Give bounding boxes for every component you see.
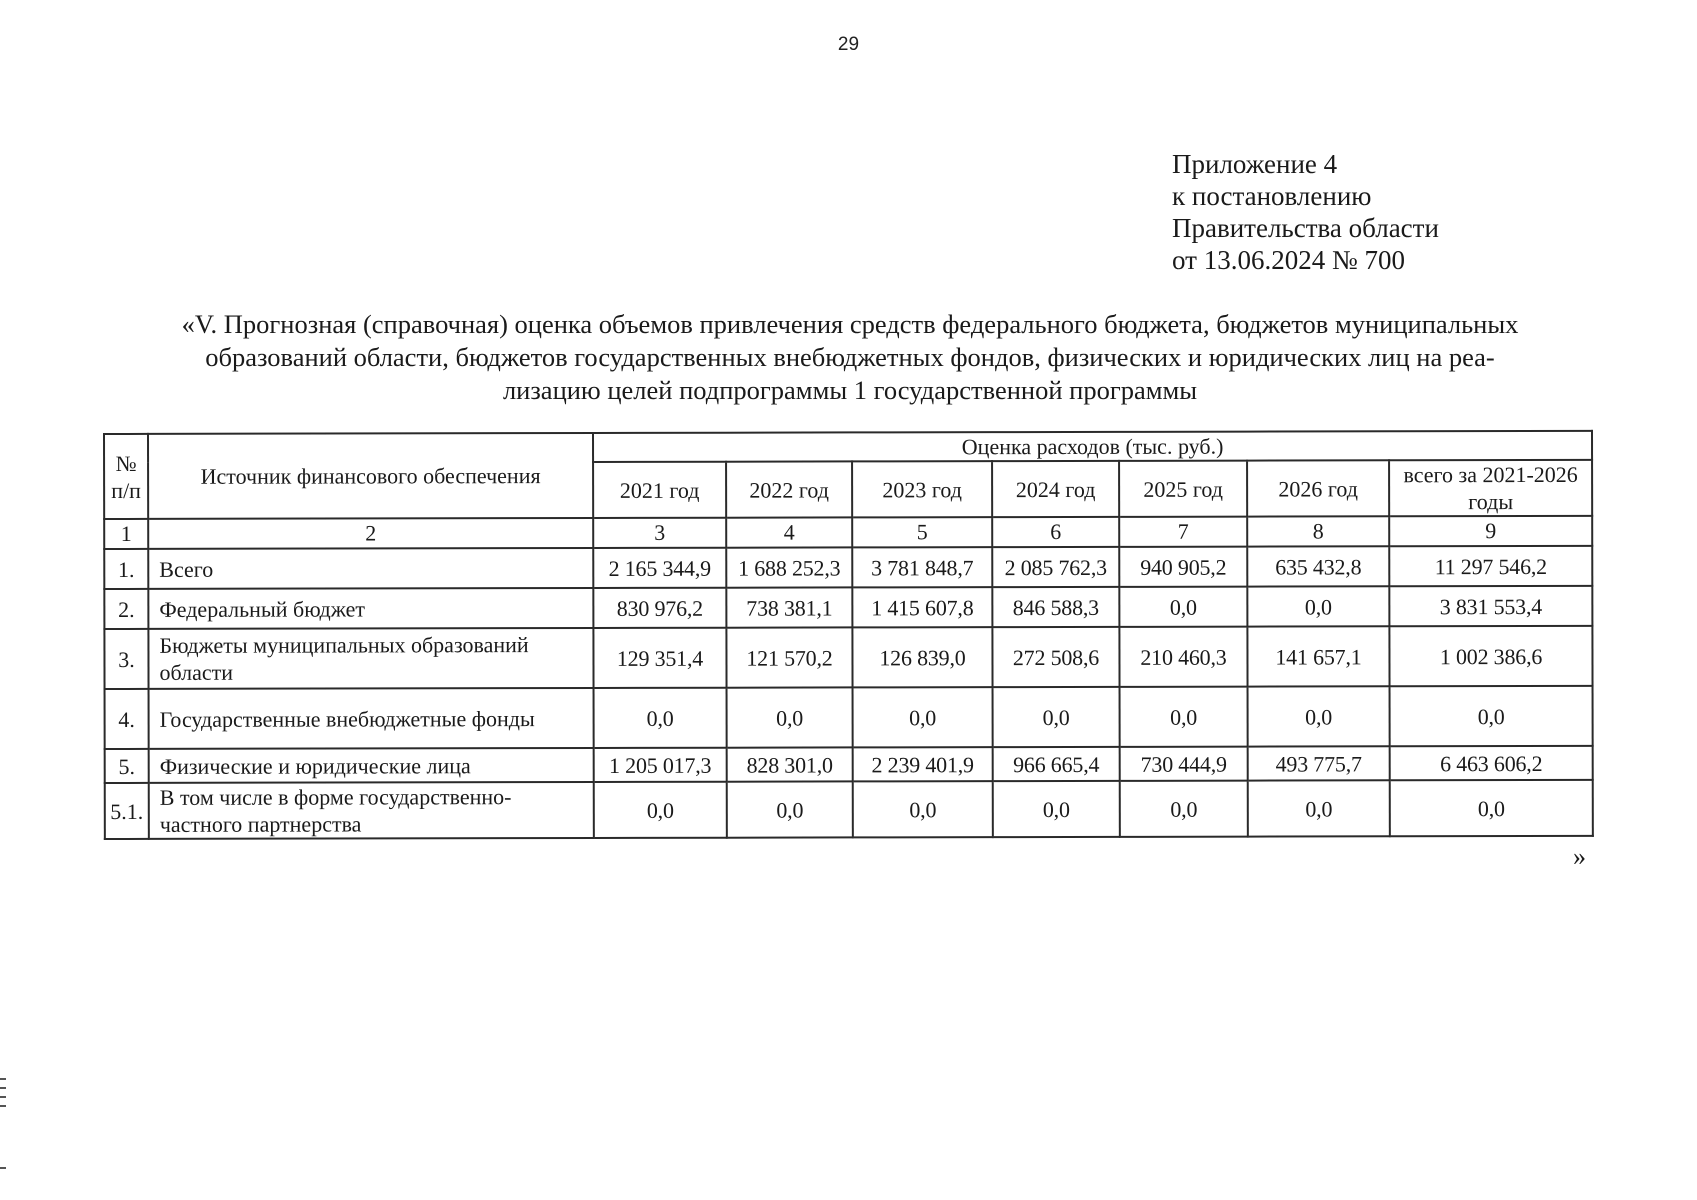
row-value: 0,0 bbox=[594, 782, 727, 838]
header-year: 2025 год bbox=[1119, 461, 1247, 517]
header-number: № п/п bbox=[104, 434, 148, 519]
row-value: 3 781 848,7 bbox=[852, 547, 992, 587]
appendix-line: от 13.06.2024 № 700 bbox=[1172, 245, 1405, 275]
row-value: 0,0 bbox=[993, 781, 1120, 837]
row-source: Бюджеты муниципальных образований области bbox=[148, 628, 593, 689]
row-value: 966 665,4 bbox=[993, 747, 1120, 781]
row-value: 2 085 762,3 bbox=[992, 547, 1119, 587]
row-value: 0,0 bbox=[1247, 586, 1389, 626]
row-value: 2 239 401,9 bbox=[853, 747, 993, 781]
row-number: 4. bbox=[105, 689, 149, 749]
row-value: 126 839,0 bbox=[852, 627, 992, 687]
column-number: 7 bbox=[1119, 517, 1247, 547]
row-source: Всего bbox=[148, 548, 593, 589]
row-number: 3. bbox=[104, 629, 148, 689]
section-heading bbox=[110, 308, 1590, 407]
row-value: 730 444,9 bbox=[1120, 747, 1248, 781]
appendix-line: Правительства области bbox=[1172, 213, 1439, 243]
row-value: 846 588,3 bbox=[992, 587, 1119, 627]
row-source: В том числе в форме государственно-частного партнерства bbox=[149, 782, 594, 839]
row-value: 0,0 bbox=[727, 687, 853, 747]
row-value: 129 351,4 bbox=[593, 628, 726, 688]
row-total: 0,0 bbox=[1390, 780, 1593, 836]
table-row bbox=[104, 546, 1592, 589]
row-value: 0,0 bbox=[853, 781, 993, 837]
row-value: 141 657,1 bbox=[1247, 626, 1389, 686]
header-year: 2022 год bbox=[726, 461, 852, 517]
row-total: 3 831 553,4 bbox=[1389, 586, 1592, 626]
column-number: 2 bbox=[148, 518, 593, 549]
header-year: 2023 год bbox=[852, 461, 992, 517]
row-total: 6 463 606,2 bbox=[1390, 746, 1593, 780]
column-number: 5 bbox=[852, 517, 992, 547]
column-number: 3 bbox=[593, 518, 726, 548]
row-value: 0,0 bbox=[1248, 780, 1390, 836]
row-total: 0,0 bbox=[1390, 686, 1593, 746]
row-value: 2 165 344,9 bbox=[593, 548, 726, 588]
column-number: 4 bbox=[726, 517, 852, 547]
header-year: 2024 год bbox=[992, 461, 1119, 517]
row-value: 0,0 bbox=[993, 687, 1120, 747]
appendix-block bbox=[1172, 148, 1439, 276]
row-value: 828 301,0 bbox=[727, 747, 853, 781]
row-value: 1 688 252,3 bbox=[726, 547, 852, 587]
row-value: 493 775,7 bbox=[1248, 746, 1390, 780]
row-value: 738 381,1 bbox=[726, 587, 852, 627]
row-value: 0,0 bbox=[594, 688, 727, 748]
appendix-line: к постановлению bbox=[1172, 181, 1372, 211]
row-value: 0,0 bbox=[1119, 587, 1247, 627]
row-value: 121 570,2 bbox=[726, 627, 852, 687]
column-number: 6 bbox=[992, 517, 1119, 547]
row-number: 1. bbox=[104, 549, 148, 589]
header-source: Источник финансового обеспечения bbox=[148, 433, 593, 519]
row-number: 2. bbox=[104, 589, 148, 629]
row-value: 1 415 607,8 bbox=[852, 587, 992, 627]
header-year: 2026 год bbox=[1247, 460, 1389, 516]
row-source: Государственные внебюджетные фонды bbox=[149, 688, 594, 749]
column-number: 1 bbox=[104, 519, 148, 549]
heading-line: образований области, бюджетов государственных внебюджетных фондов, физических и юридических лиц на реа- bbox=[205, 342, 1495, 372]
row-value: 0,0 bbox=[1248, 686, 1390, 746]
row-value: 272 508,6 bbox=[992, 627, 1119, 687]
column-number: 8 bbox=[1247, 516, 1389, 546]
table-row bbox=[105, 746, 1593, 783]
header-expense-estimate: Оценка расходов (тыс. руб.) bbox=[593, 431, 1592, 462]
table-row bbox=[104, 586, 1592, 629]
scan-margin-marks bbox=[0, 1078, 8, 1176]
funding-table bbox=[103, 430, 1594, 840]
row-value: 1 205 017,3 bbox=[594, 748, 727, 782]
row-source: Федеральный бюджет bbox=[148, 588, 593, 629]
row-value: 940 905,2 bbox=[1119, 547, 1247, 587]
row-value: 830 976,2 bbox=[593, 588, 726, 628]
page-number: 29 bbox=[837, 34, 860, 55]
row-value: 0,0 bbox=[1120, 781, 1248, 837]
row-value: 0,0 bbox=[853, 687, 993, 747]
funding-table-container bbox=[103, 430, 1592, 840]
row-value: 0,0 bbox=[1120, 687, 1248, 747]
closing-quote: » bbox=[1573, 842, 1586, 871]
row-source: Физические и юридические лица bbox=[149, 748, 594, 783]
appendix-line: Приложение 4 bbox=[1172, 149, 1338, 179]
table-row bbox=[105, 780, 1593, 839]
row-number: 5. bbox=[105, 749, 149, 783]
header-total: всего за 2021-2026 годы bbox=[1389, 460, 1592, 516]
row-total: 1 002 386,6 bbox=[1389, 626, 1592, 686]
row-value: 635 432,8 bbox=[1247, 546, 1389, 586]
table-row bbox=[104, 626, 1592, 689]
column-number: 9 bbox=[1389, 516, 1592, 546]
heading-line: лизацию целей подпрограммы 1 государственной программы bbox=[502, 375, 1198, 405]
row-total: 11 297 546,2 bbox=[1389, 546, 1592, 586]
row-value: 210 460,3 bbox=[1119, 627, 1247, 687]
row-value: 0,0 bbox=[727, 781, 853, 837]
table-row bbox=[105, 686, 1593, 749]
row-number: 5.1. bbox=[105, 783, 149, 839]
heading-line: «V. Прогнозная (справочная) оценка объемов привлечения средств федерального бюджета, бюджетов муниципальных bbox=[181, 309, 1519, 339]
header-year: 2021 год bbox=[593, 462, 726, 518]
